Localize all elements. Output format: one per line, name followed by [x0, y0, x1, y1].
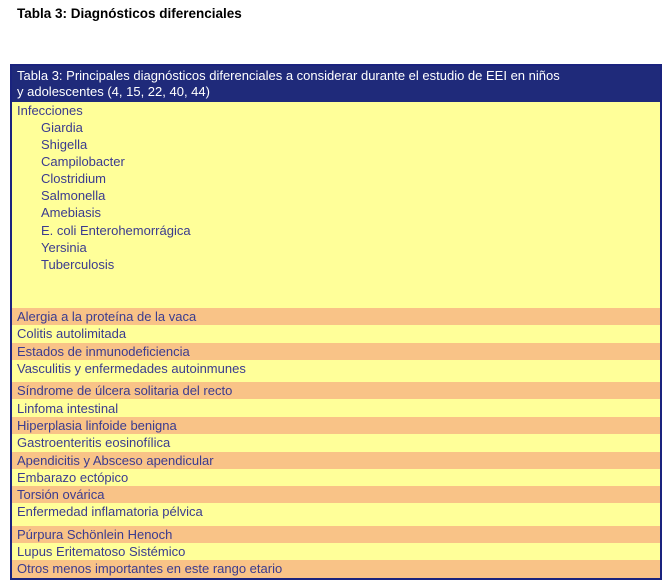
diagnosis-row: Alergia a la proteína de la vaca [12, 308, 660, 325]
infection-item: Campilobacter [12, 153, 660, 170]
infection-item: Shigella [12, 136, 660, 153]
diagnosis-row: Colitis autolimitada [12, 325, 660, 342]
diagnosis-row: Embarazo ectópico [12, 469, 660, 486]
diagnosis-row: Gastroenteritis eosinofílica [12, 434, 660, 451]
diagnosis-row: Enfermedad inflamatoria pélvica [12, 503, 660, 520]
infection-item: Yersinia [12, 239, 660, 256]
diagnosis-row: Síndrome de úlcera solitaria del recto [12, 382, 660, 399]
diagnosis-row: Vasculitis y enfermedades autoinmunes [12, 360, 660, 377]
infection-item: Salmonella [12, 187, 660, 204]
infection-item: Amebiasis [12, 204, 660, 221]
diagnosis-row: Hiperplasia linfoide benigna [12, 417, 660, 434]
diagnosis-row: Apendicitis y Absceso apendicular [12, 452, 660, 469]
infection-item: Giardia [12, 119, 660, 136]
table-header [12, 66, 660, 102]
differential-diagnosis-table [10, 64, 662, 580]
infection-item: Clostridium [12, 170, 660, 187]
table-header-line-2: y adolescentes (4, 15, 22, 40, 44) [17, 84, 210, 99]
infection-item: Tuberculosis [12, 256, 660, 273]
infections-label: Infecciones [12, 102, 660, 119]
diagnosis-row: Linfoma intestinal [12, 400, 660, 417]
document-title: Tabla 3: Diagnósticos diferenciales [17, 6, 242, 21]
diagnosis-row: Lupus Eritematoso Sistémico [12, 543, 660, 560]
table-header-line-1: Tabla 3: Principales diagnósticos diferenciales a considerar durante el estudio de EEI en niños [17, 68, 560, 83]
diagnosis-row: Púrpura Schönlein Henoch [12, 526, 660, 543]
diagnosis-row: Otros menos importantes en este rango etario [12, 560, 660, 578]
infection-item: E. coli Enterohemorrágica [12, 222, 660, 239]
diagnosis-row: Estados de inmunodeficiencia [12, 343, 660, 360]
diagnosis-row: Torsión ovárica [12, 486, 660, 503]
